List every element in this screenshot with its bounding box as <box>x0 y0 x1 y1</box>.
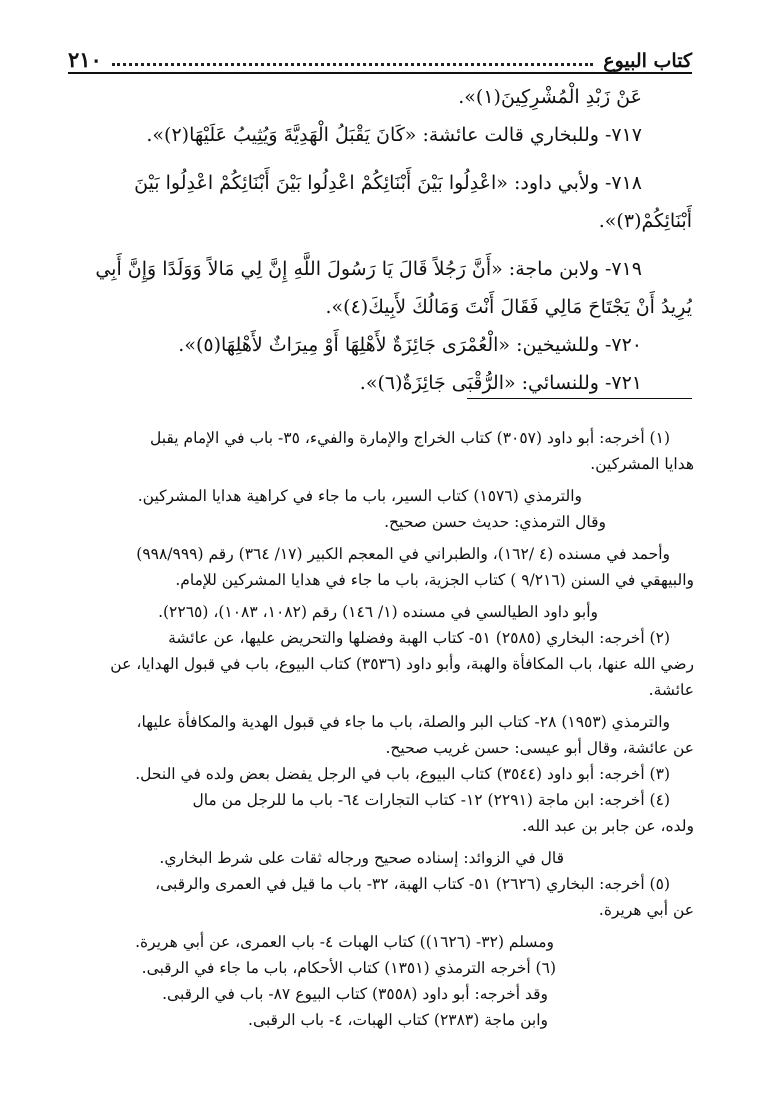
hadith-text <box>70 78 692 402</box>
footnote-line: وقال الترمذي: حديث حسن صحيح. <box>384 513 606 531</box>
hadith-line: ٧١٧- وللبخاري قالت عائشة: «كَانَ يَقْبَلُ الْهَدِيَّةَ وَيُثِيبُ عَلَيْهَا(٢)». <box>146 124 642 146</box>
hadith-line: ٧٢١- وللنسائي: «الرُّقْبَى جَائِزَةٌ(٦)». <box>359 372 642 394</box>
hadith-line: ٧١٨- ولأبي داود: «اعْدِلُوا بَيْنَ أَبْنَائِكُمْ اعْدِلُوا بَيْنَ أَبْنَائِكُمْ اعْدِلُوا بَيْنَ <box>134 172 642 194</box>
running-header <box>68 38 692 74</box>
footnote-line: والبيهقي في السنن (٩/٢١٦ ) كتاب الجزية، باب ما جاء في هدايا المشركين للإمام. <box>175 571 694 589</box>
footnote-line: هدايا المشركين. <box>590 455 694 473</box>
footnote-line: رضي الله عنها، باب المكافأة والهبة، وأبو داود (٣٥٣٦) كتاب البيوع، باب في قبول الهدايا، عن <box>110 655 694 673</box>
hadith-line: يُرِيدُ أَنْ يَجْتَاحَ مَالِي فَقَالَ أَنْتَ وَمَالُكَ لأَبِيكَ(٤)». <box>325 296 692 318</box>
footnote-line: عائشة. <box>648 681 694 699</box>
footnote-line: عن أبي هريرة. <box>598 901 694 919</box>
footnote-line: (٤) أخرجه: ابن ماجة (٢٢٩١) ١٢- كتاب التجارات ٦٤- باب ما للرجل من مال <box>192 791 670 809</box>
footnote-line: قال في الزوائد: إسناده صحيح ورجاله ثقات على شرط البخاري. <box>159 849 564 867</box>
footnote-line: والترمذي (١٥٧٦) كتاب السير، باب ما جاء في كراهية هدايا المشركين. <box>137 487 582 505</box>
footnote-line: (٥) أخرجه: البخاري (٢٦٢٦) ٥١- كتاب الهبة، ٣٢- باب ما قيل في العمرى والرقبى، <box>155 875 670 893</box>
page-number: ٢١٠ <box>68 47 102 72</box>
chapter-title: كتاب البيوع <box>603 50 692 72</box>
hadith-line: ٧٢٠- وللشيخين: «الْعُمْرَى جَائِزَةٌ لأَهْلِهَا أَوْ مِيرَاثٌ لأَهْلِهَا(٥)». <box>178 334 642 356</box>
footnote-separator <box>467 398 692 399</box>
footnote-line: (٦) أخرجه الترمذي (١٣٥١) كتاب الأحكام، باب ما جاء في الرقبى. <box>141 959 556 977</box>
footnote-line: وأحمد في مسنده (٤ /١٦٢)، والطبراني في المعجم الكبير (١٧/ ٣٦٤) رقم (٩٩٨/٩٩٩) <box>136 545 670 563</box>
footnote-line: وأبو داود الطيالسي في مسنده (١/ ١٤٦) رقم (١٠٨٢، ١٠٨٣)، (٢٢٦٥). <box>158 603 598 621</box>
footnotes <box>68 425 694 1033</box>
footnote-line: ولده، عن جابر بن عبد الله. <box>522 817 694 835</box>
footnote-line: ومسلم (٣٢- (١٦٢٦)) كتاب الهبات ٤- باب العمرى، عن أبي هريرة. <box>135 933 554 951</box>
footnote-line: وقد أخرجه: أبو داود (٣٥٥٨) كتاب البيوع ٨٧- باب في الرقبى. <box>162 985 548 1003</box>
footnote-line: (٢) أخرجه: البخاري (٢٥٨٥) ٥١- كتاب الهبة وفضلها والتحريض عليها، عن عائشة <box>168 629 670 647</box>
footnote-line: (١) أخرجه: أبو داود (٣٠٥٧) كتاب الخراج والإمارة والفيء، ٣٥- باب في الإمام يقبل <box>150 429 670 447</box>
header-dot-leader <box>112 63 593 66</box>
footnote-line: وابن ماجة (٢٣٨٣) كتاب الهبات، ٤- باب الرقبى. <box>248 1011 548 1029</box>
footnote-line: عن عائشة، وقال أبو عيسى: حسن غريب صحيح. <box>385 739 694 757</box>
footnote-line: (٣) أخرجه: أبو داود (٣٥٤٤) كتاب البيوع، باب في الرجل يفضل بعض ولده في النحل. <box>135 765 670 783</box>
hadith-line: ٧١٩- ولابن ماجة: «أَنَّ رَجُلاً قَالَ يَا رَسُولَ اللَّهِ إِنَّ لِي مَالاً وَوَلَدًا وَإِنَّ أَبِي <box>95 258 642 280</box>
hadith-line: عَنْ زَبْدِ الْمُشْرِكِينَ(١)». <box>458 86 642 108</box>
hadith-line: أَبْنَائِكُمْ(٣)». <box>598 210 692 232</box>
footnote-line: والترمذي (١٩٥٣) ٢٨- كتاب البر والصلة، باب ما جاء في قبول الهدية والمكافأة عليها، <box>136 713 670 731</box>
